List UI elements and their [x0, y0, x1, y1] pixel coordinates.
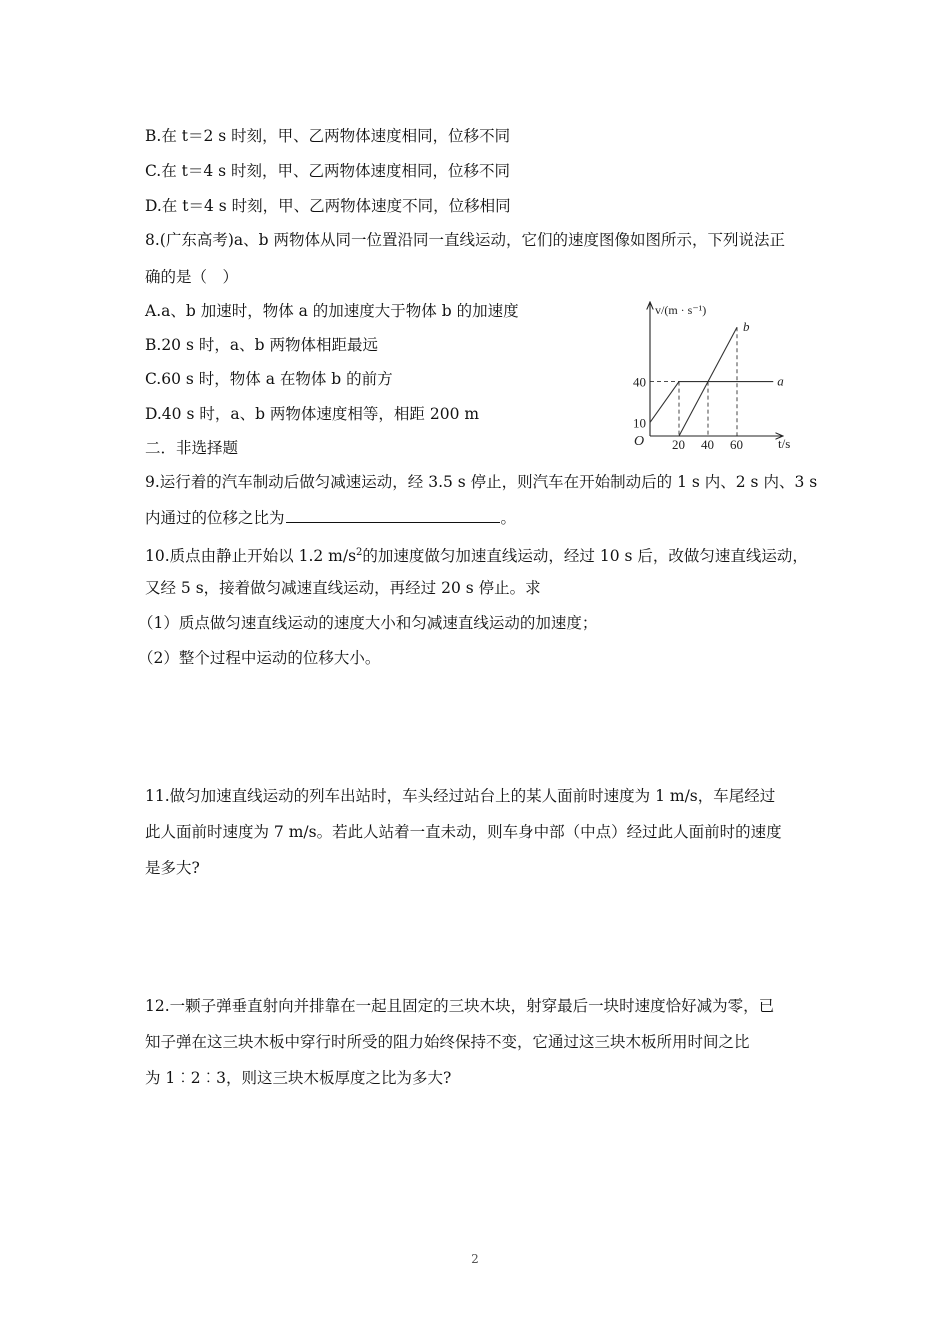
y-tick-label: 10 — [633, 415, 646, 431]
q10-superscript: 2 — [356, 547, 363, 558]
q10-line-1-post: 的加速度做匀加速直线运动，经过 10 s 后，改做匀速直线运动， — [362, 547, 808, 566]
q7-option-d: D.在 t＝4 s 时刻，甲、乙两物体速度不同，位移相同 — [145, 197, 511, 215]
q10-line-2: 又经 5 s，接着做匀减速直线运动，再经过 20 s 停止。求 — [145, 579, 541, 597]
q9-line-2 — [145, 508, 516, 528]
q10-line-1-pre: 10.质点由静止开始以 1.2 m/s — [145, 547, 357, 566]
q7-option-b: B.在 t＝2 s 时刻，甲、乙两物体速度相同，位移不同 — [145, 127, 511, 145]
y-axis-label: v/(m · s⁻¹) — [655, 303, 707, 317]
q8-option-d: D.40 s 时，a、b 两物体速度相等，相距 200 m — [145, 405, 480, 423]
q11-line-1: 11.做匀加速直线运动的列车出站时，车头经过站台上的某人面前时速度为 1 m/s，车尾经过 — [145, 787, 776, 805]
series-a-label: a — [777, 373, 784, 389]
series-a-line — [650, 382, 773, 423]
q8-stem-line-1: 8.(广东高考)a、b 两物体从同一位置沿同一直线运动，它们的速度图像如图所示，下列说法正 — [145, 231, 785, 249]
section-heading: 二．非选择题 — [145, 439, 239, 457]
x-tick-label: 40 — [701, 437, 714, 452]
q10-subquestion-2: （2）整个过程中运动的位移大小。 — [138, 649, 381, 667]
q11-line-2: 此人面前时速度为 7 m/s。若此人站着一直未动，则车身中部（中点）经过此人面前时的速度 — [145, 823, 782, 841]
q9-line-1: 9.运行着的汽车制动后做匀减速运动，经 3.5 s 停止，则汽车在开始制动后的 1 s 内、2 s 内、3 s — [145, 473, 818, 491]
origin-label: O — [634, 434, 645, 449]
q12-line-3: 为 1︰2︰3，则这三块木板厚度之比为多大? — [145, 1069, 452, 1087]
q10-subquestion-1: （1）质点做匀速直线运动的速度大小和匀减速直线运动的加速度； — [138, 614, 598, 632]
q12-line-2: 知子弹在这三块木板中穿行时所受的阻力始终保持不变，它通过这三块木板所用时间之比 — [145, 1033, 750, 1051]
y-tick-label: 40 — [633, 374, 646, 390]
velocity-time-graph — [628, 296, 808, 456]
series-b-label: b — [743, 319, 750, 335]
x-tick-label: 60 — [730, 437, 743, 452]
q8-option-b: B.20 s 时，a、b 两物体相距最远 — [145, 336, 378, 354]
q9-line-2-end: 。 — [500, 509, 517, 527]
q8-option-c: C.60 s 时，物体 a 在物体 b 的前方 — [145, 370, 393, 388]
q12-line-1: 12.一颗子弹垂直射向并排靠在一起且固定的三块木块，射穿最后一块时速度恰好减为零，已 — [145, 997, 775, 1015]
q8-stem-line-2: 确的是（ ） — [145, 268, 239, 286]
x-tick-label: 20 — [672, 437, 685, 452]
q7-option-c: C.在 t＝4 s 时刻，甲、乙两物体速度相同，位移不同 — [145, 162, 511, 180]
q10-line-1 — [145, 543, 808, 566]
page-number: 2 — [471, 1252, 479, 1266]
x-axis-label: t/s — [778, 436, 791, 451]
q9-line-2-text: 内通过的位移之比为 — [145, 509, 285, 527]
q8-option-a: A.a、b 加速时，物体 a 的加速度大于物体 b 的加速度 — [145, 302, 519, 320]
answer-blank — [286, 508, 500, 523]
q11-line-3: 是多大? — [145, 859, 200, 877]
